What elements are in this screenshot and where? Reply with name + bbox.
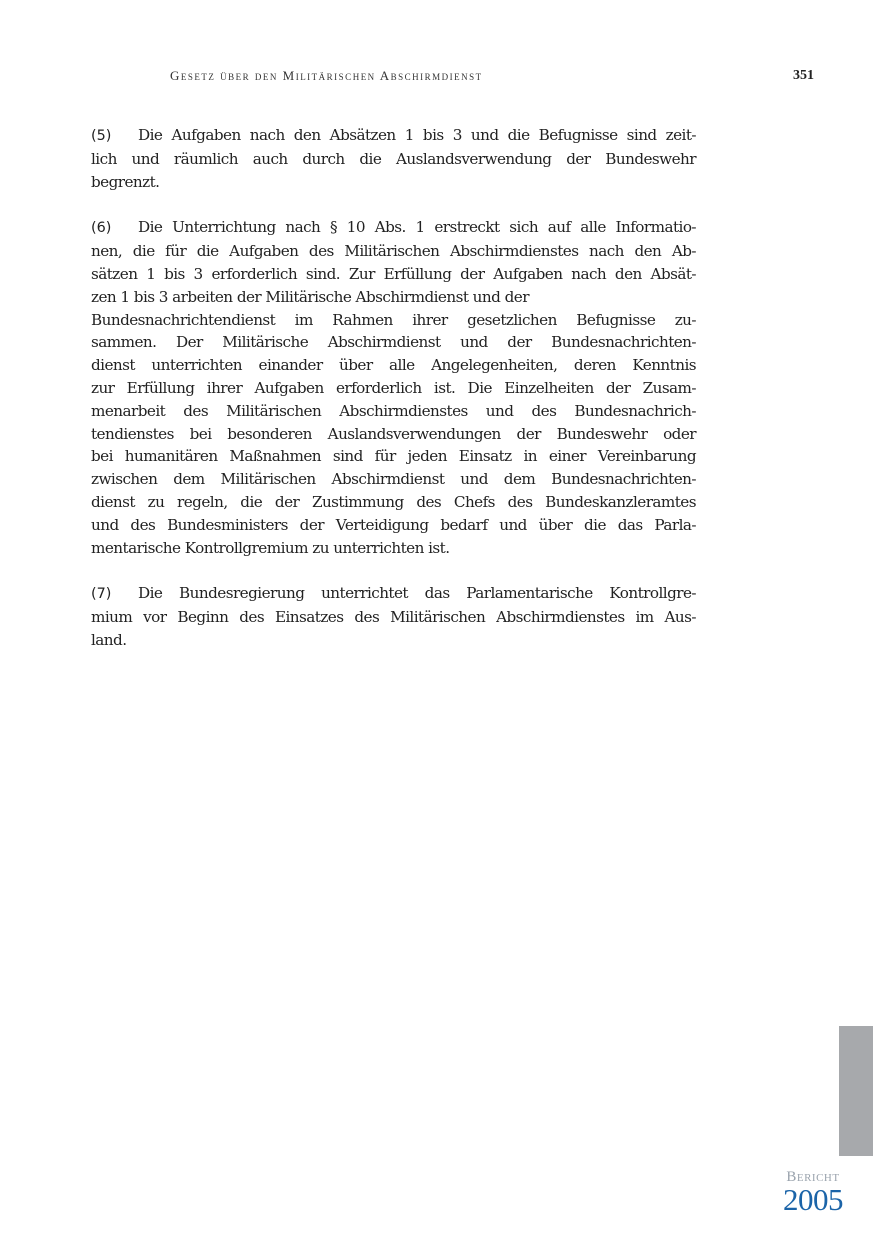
line-text: Die Bundesregierung unterrichtet das Parlamentarische Kontrollgre- xyxy=(138,584,696,603)
paragraph-line: nen, die für die Aufgaben des Militärischen Abschirmdienstes nach den Ab- xyxy=(91,242,696,261)
paragraph-number: (5) xyxy=(91,128,112,144)
logo-word: Bericht xyxy=(786,1169,840,1185)
paragraph-line: Bundesnachrichtendienst im Rahmen ihrer gesetzlichen Befugnisse zu- xyxy=(91,310,696,329)
paragraph-7 xyxy=(91,582,696,651)
paragraph-line: begrenzt. xyxy=(91,172,160,191)
paragraph-line xyxy=(91,124,696,148)
paragraph-line: mium vor Beginn des Einsatzes des Militärischen Abschirmdienstes im Aus- xyxy=(91,608,696,627)
running-header xyxy=(170,68,814,88)
paragraph-line: zen 1 bis 3 arbeiten der Militärische Abschirmdienst und der xyxy=(91,287,529,306)
paragraph-line: tendienstes bei besonderen Auslandsverwendungen der Bundeswehr oder xyxy=(91,424,696,443)
paragraph-line: sätzen 1 bis 3 erforderlich sind. Zur Erfüllung der Aufgaben nach den Absät- xyxy=(91,264,696,283)
body-text xyxy=(91,124,696,675)
paragraph-line: zwischen dem Militärischen Abschirmdienst und dem Bundesnachrichten- xyxy=(91,470,696,489)
side-tab-marker xyxy=(839,1026,873,1156)
paragraph-5 xyxy=(91,124,696,193)
paragraph-line: land. xyxy=(91,630,127,649)
paragraph-line: und des Bundesministers der Verteidigung bedarf und über die das Parla- xyxy=(91,515,696,534)
paragraph-number: (7) xyxy=(91,586,112,603)
paragraph-line: dienst unterrichten einander über alle Angelegenheiten, deren Kenntnis xyxy=(91,356,696,375)
header-title: Gesetz über den Militärischen Abschirmdienst xyxy=(170,68,483,83)
page-number: 351 xyxy=(793,68,814,83)
logo-year: 2005 xyxy=(783,1182,843,1217)
report-logo xyxy=(778,1168,848,1217)
paragraph-line xyxy=(91,216,696,240)
paragraph-line: sammen. Der Militärische Abschirmdienst und der Bundesnachrichten- xyxy=(91,333,696,352)
paragraph-line: bei humanitären Maßnahmen sind für jeden Einsatz in einer Vereinbarung xyxy=(91,447,696,466)
paragraph-line: lich und räumlich auch durch die Auslandsverwendung der Bundeswehr xyxy=(91,149,696,168)
paragraph-line: dienst zu regeln, die der Zustimmung des Chefs des Bundeskanzleramtes xyxy=(91,492,696,511)
paragraph-6 xyxy=(91,216,696,559)
paragraph-line: zur Erfüllung ihrer Aufgaben erforderlich ist. Die Einzelheiten der Zusam- xyxy=(91,378,696,397)
paragraph-line xyxy=(91,582,696,606)
line-text: Die Unterrichtung nach § 10 Abs. 1 erstreckt sich auf alle Informatio- xyxy=(138,218,696,237)
paragraph-number: (6) xyxy=(91,220,112,237)
paragraph-line: mentarische Kontrollgremium zu unterrichten ist. xyxy=(91,538,450,557)
paragraph-line: menarbeit des Militärischen Abschirmdienstes und des Bundesnachrich- xyxy=(91,401,696,420)
line-text: Die Aufgaben nach den Absätzen 1 bis 3 und die Befugnisse sind zeit- xyxy=(138,126,696,144)
